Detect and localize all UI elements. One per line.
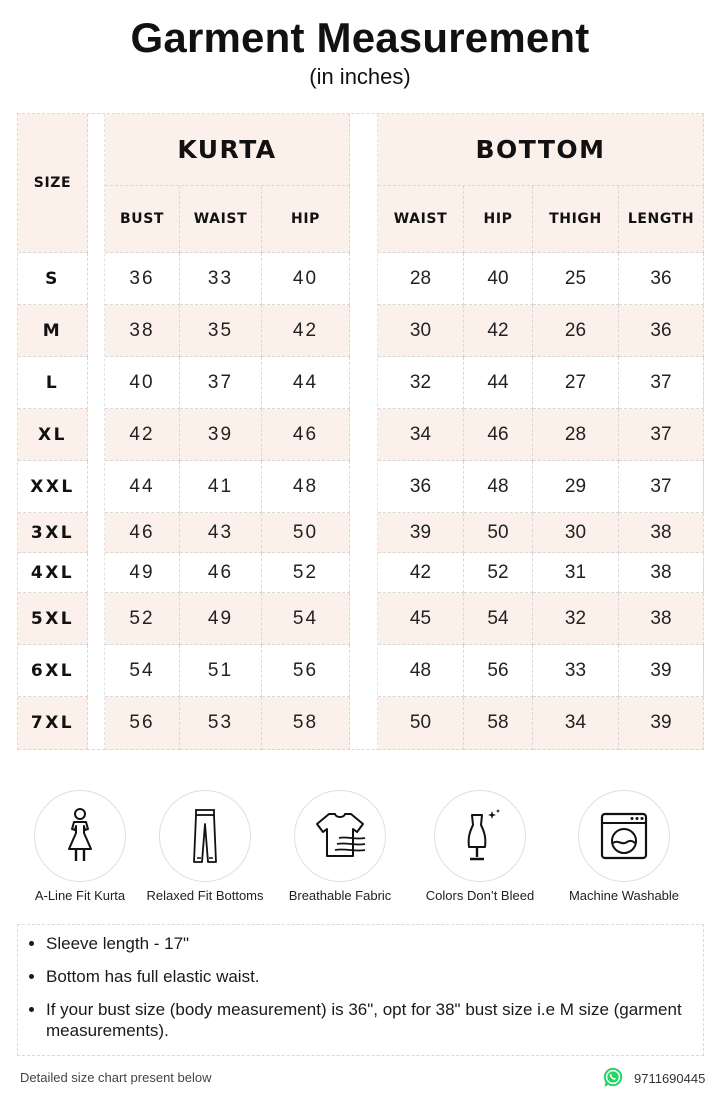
bottom-value-cell: 46: [464, 409, 533, 461]
washing-machine-icon: [578, 790, 670, 882]
kurta-value-cell: 43: [180, 513, 262, 553]
bottom-col-header-length: LENGTH: [619, 186, 704, 253]
bottom-value-cell: 38: [619, 553, 704, 593]
kurta-value-cell: 39: [180, 409, 262, 461]
a-line-kurta-icon: [34, 790, 126, 882]
bottom-value-cell: 26: [533, 305, 619, 357]
feature-item: [405, 790, 555, 903]
size-cell: S: [18, 253, 88, 305]
bottom-value-cell: 36: [378, 461, 464, 513]
bottom-value-cell: 27: [533, 357, 619, 409]
kurta-value-cell: 49: [105, 553, 180, 593]
kurta-col-header-hip: HIP: [262, 186, 350, 253]
bottom-value-cell: 50: [378, 697, 464, 750]
notes-box: [17, 924, 704, 1056]
kurta-value-cell: 54: [105, 645, 180, 697]
bottom-value-cell: 30: [533, 513, 619, 553]
bottom-value-cell: 38: [619, 593, 704, 645]
whatsapp-icon[interactable]: [602, 1066, 624, 1091]
bottom-value-cell: 39: [378, 513, 464, 553]
kurta-value-cell: 35: [180, 305, 262, 357]
kurta-value-cell: 33: [180, 253, 262, 305]
size-cell: 6XL: [18, 645, 88, 697]
kurta-value-cell: 52: [262, 553, 350, 593]
feature-item: [265, 790, 415, 903]
bottom-value-cell: 38: [619, 513, 704, 553]
kurta-value-cell: 53: [180, 697, 262, 750]
bottom-value-cell: 29: [533, 461, 619, 513]
bottom-value-cell: 28: [533, 409, 619, 461]
note-item-size-advice: • If your bust size (body measurement) is 36", opt for 38" bust size i.e M size (garment measurements).: [46, 999, 689, 1041]
kurta-value-cell: 44: [105, 461, 180, 513]
kurta-value-cell: 40: [105, 357, 180, 409]
kurta-value-cell: 42: [262, 305, 350, 357]
bottom-value-cell: 52: [464, 553, 533, 593]
bottom-value-cell: 34: [378, 409, 464, 461]
bottom-value-cell: 25: [533, 253, 619, 305]
kurta-value-cell: 37: [180, 357, 262, 409]
bottom-value-cell: 42: [464, 305, 533, 357]
kurta-value-cell: 50: [262, 513, 350, 553]
note-item-elastic: • Bottom has full elastic waist.: [46, 966, 689, 987]
bottom-value-cell: 58: [464, 697, 533, 750]
kurta-value-cell: 46: [105, 513, 180, 553]
bottom-value-cell: 40: [464, 253, 533, 305]
breathable-fabric-icon: [294, 790, 386, 882]
kurta-group-header: KURTA: [105, 114, 350, 186]
bottom-value-cell: 28: [378, 253, 464, 305]
kurta-value-cell: 44: [262, 357, 350, 409]
page-subtitle: (in inches): [309, 64, 411, 89]
bottom-value-cell: 32: [533, 593, 619, 645]
bottom-value-cell: 30: [378, 305, 464, 357]
feature-label: Breathable Fabric: [288, 888, 392, 903]
bottom-value-cell: 32: [378, 357, 464, 409]
bottom-value-cell: 31: [533, 553, 619, 593]
feature-label: Colors Don’t Bleed: [425, 888, 535, 903]
size-cell: L: [18, 357, 88, 409]
feature-strip: [0, 790, 720, 905]
kurta-value-cell: 46: [262, 409, 350, 461]
bottom-col-header-thigh: THIGH: [533, 186, 619, 253]
bottom-group-header: BOTTOM: [378, 114, 704, 186]
bottom-value-cell: 42: [378, 553, 464, 593]
kurta-value-cell: 48: [262, 461, 350, 513]
bottom-value-cell: 36: [619, 305, 704, 357]
bottom-value-cell: 48: [378, 645, 464, 697]
kurta-value-cell: 56: [105, 697, 180, 750]
size-column-header: SIZE: [18, 114, 88, 253]
size-cell: 7XL: [18, 697, 88, 750]
bottom-value-cell: 37: [619, 461, 704, 513]
bottom-value-cell: 34: [533, 697, 619, 750]
bottom-value-cell: 56: [464, 645, 533, 697]
bottom-value-cell: 45: [378, 593, 464, 645]
kurta-col-header-waist: WAIST: [180, 186, 262, 253]
bottom-value-cell: 37: [619, 409, 704, 461]
contact-block[interactable]: [602, 1066, 705, 1091]
size-cell: 4XL: [18, 553, 88, 593]
size-cell: 3XL: [18, 513, 88, 553]
size-cell: M: [18, 305, 88, 357]
size-cell: 5XL: [18, 593, 88, 645]
kurta-value-cell: 38: [105, 305, 180, 357]
bottom-value-cell: 39: [619, 697, 704, 750]
kurta-value-cell: 49: [180, 593, 262, 645]
trousers-icon: [159, 790, 251, 882]
bottom-value-cell: 36: [619, 253, 704, 305]
note-item-sleeve: • Sleeve length - 17": [46, 933, 689, 954]
bottom-value-cell: 48: [464, 461, 533, 513]
kurta-value-cell: 42: [105, 409, 180, 461]
dress-form-icon: [434, 790, 526, 882]
column-gap: [88, 114, 105, 750]
kurta-col-header-bust: BUST: [105, 186, 180, 253]
column-gap: [350, 114, 378, 750]
kurta-value-cell: 41: [180, 461, 262, 513]
size-cell: XL: [18, 409, 88, 461]
kurta-value-cell: 54: [262, 593, 350, 645]
kurta-value-cell: 51: [180, 645, 262, 697]
bottom-value-cell: 54: [464, 593, 533, 645]
feature-item: [549, 790, 699, 903]
feature-label: Relaxed Fit Bottoms: [146, 888, 264, 903]
bottom-value-cell: 44: [464, 357, 533, 409]
kurta-value-cell: 40: [262, 253, 350, 305]
feature-label: A-Line Fit Kurta: [34, 888, 126, 903]
bottom-col-header-waist: WAIST: [378, 186, 464, 253]
size-cell: XXL: [18, 461, 88, 513]
kurta-value-cell: 46: [180, 553, 262, 593]
phone-number[interactable]: 9711690445: [634, 1071, 706, 1086]
footer-note: Detailed size chart present below: [20, 1070, 212, 1085]
feature-label: Machine Washable: [568, 888, 680, 903]
kurta-value-cell: 56: [262, 645, 350, 697]
kurta-value-cell: 52: [105, 593, 180, 645]
bottom-value-cell: 33: [533, 645, 619, 697]
bottom-value-cell: 39: [619, 645, 704, 697]
bottom-col-header-hip: HIP: [464, 186, 533, 253]
feature-item: [130, 790, 280, 903]
kurta-value-cell: 58: [262, 697, 350, 750]
bottom-value-cell: 37: [619, 357, 704, 409]
kurta-value-cell: 36: [105, 253, 180, 305]
measurement-table: [17, 113, 704, 750]
bottom-value-cell: 50: [464, 513, 533, 553]
page-title: Garment Measurement: [130, 14, 590, 61]
